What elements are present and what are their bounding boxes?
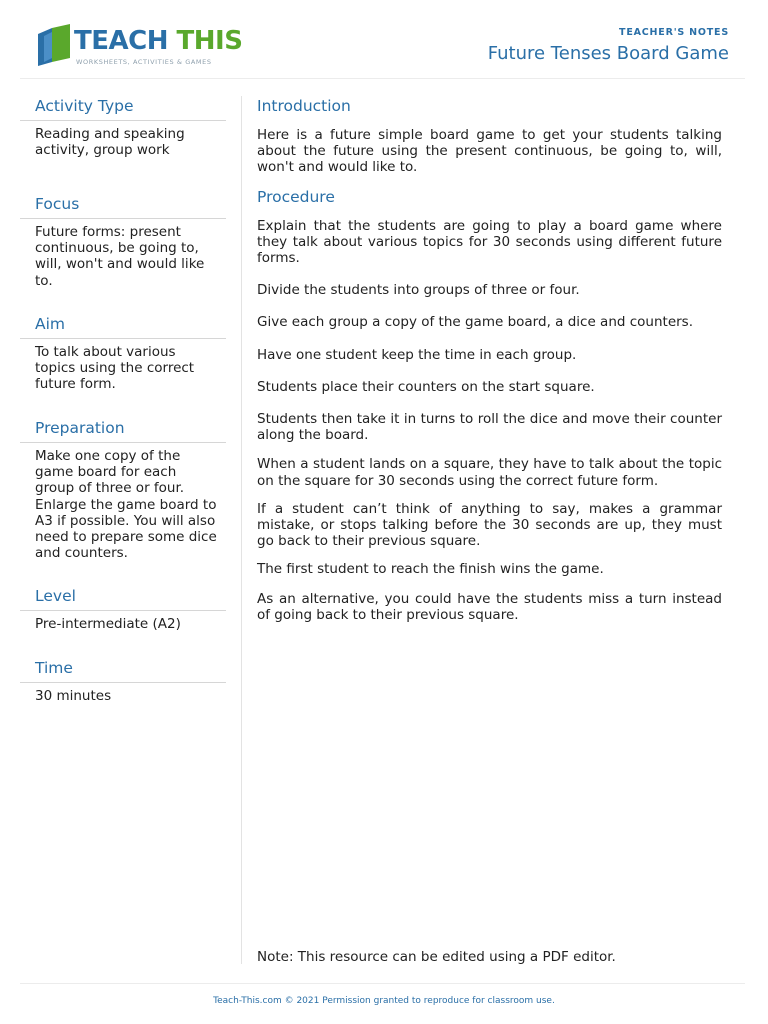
procedure-step: As an alternative, you could have the students miss a turn instead of going back to their previous square. [257, 590, 722, 623]
procedure-step: The first student to reach the finish wins the game. [257, 561, 604, 578]
level-heading: Level [20, 584, 226, 611]
activity-type-text: Reading and speaking activity, group work [35, 126, 185, 159]
time-section [20, 656, 226, 716]
procedure-step: Students then take it in turns to roll the dice and move their counter along the board. [257, 411, 722, 444]
preparation-section [20, 416, 226, 584]
introduction-heading: Introduction [257, 97, 351, 115]
main-content [257, 94, 722, 623]
sidebar [20, 94, 226, 716]
pdf-editor-note: Note: This resource can be edited using a PDF editor. [257, 949, 616, 965]
teach-this-logo[interactable] [36, 22, 243, 70]
page-header [20, 0, 745, 79]
level-text: Pre-intermediate (A2) [35, 616, 181, 632]
introduction-text: Here is a future simple board game to get your students talking about the future using the present continuous, be going to, will, won't and would like to. [257, 127, 722, 176]
procedure-step: Give each group a copy of the game board, a dice and counters. [257, 314, 694, 331]
time-heading: Time [20, 656, 226, 683]
procedure-step: Have one student keep the time in each group. [257, 346, 577, 363]
procedure-step: Explain that the students are going to play a board game where they talk about various topics for 30 seconds using different future forms. [257, 217, 722, 267]
procedure-step: Divide the students into groups of three or four. [257, 282, 580, 299]
procedure-heading: Procedure [257, 187, 335, 206]
time-text: 30 minutes [35, 688, 112, 704]
activity-type-section [20, 94, 226, 192]
focus-section [20, 192, 226, 312]
teachers-notes-label: TEACHER'S NOTES [619, 27, 729, 38]
aim-heading: Aim [20, 312, 226, 339]
aim-text: To talk about various topics using the correct future form. [35, 344, 195, 393]
logo-tagline: WORKSHEETS, ACTIVITIES & GAMES [76, 58, 212, 66]
document-title: Future Tenses Board Game [487, 43, 729, 64]
preparation-heading: Preparation [20, 416, 226, 443]
column-divider [241, 96, 242, 964]
footer-divider [20, 983, 745, 984]
focus-text: Future forms: present continuous, be going to, will, won't and would like to. [35, 224, 205, 289]
procedure-step: If a student can’t think of anything to say, makes a grammar mistake, or stops talking before the 30 seconds are up, they must go back to their previous square. [257, 500, 722, 550]
procedure-step: Students place their counters on the start square. [257, 378, 595, 395]
book-icon [36, 24, 72, 66]
aim-section [20, 312, 226, 416]
procedure-step: When a student lands on a square, they have to talk about the topic on the square for 30 seconds using the correct future form. [257, 456, 722, 489]
preparation-text: Make one copy of the game board for each group of three or four. Enlarge the game board to A3 if possible. You will also need to prepare some dice and counters. [35, 448, 217, 562]
footer-copyright: Teach-This.com © 2021 Permission granted to reproduce for classroom use. [213, 996, 555, 1006]
logo-wordmark: TEACH THIS [74, 26, 243, 56]
focus-heading: Focus [20, 192, 226, 219]
level-section [20, 584, 226, 656]
activity-type-heading: Activity Type [20, 94, 226, 121]
